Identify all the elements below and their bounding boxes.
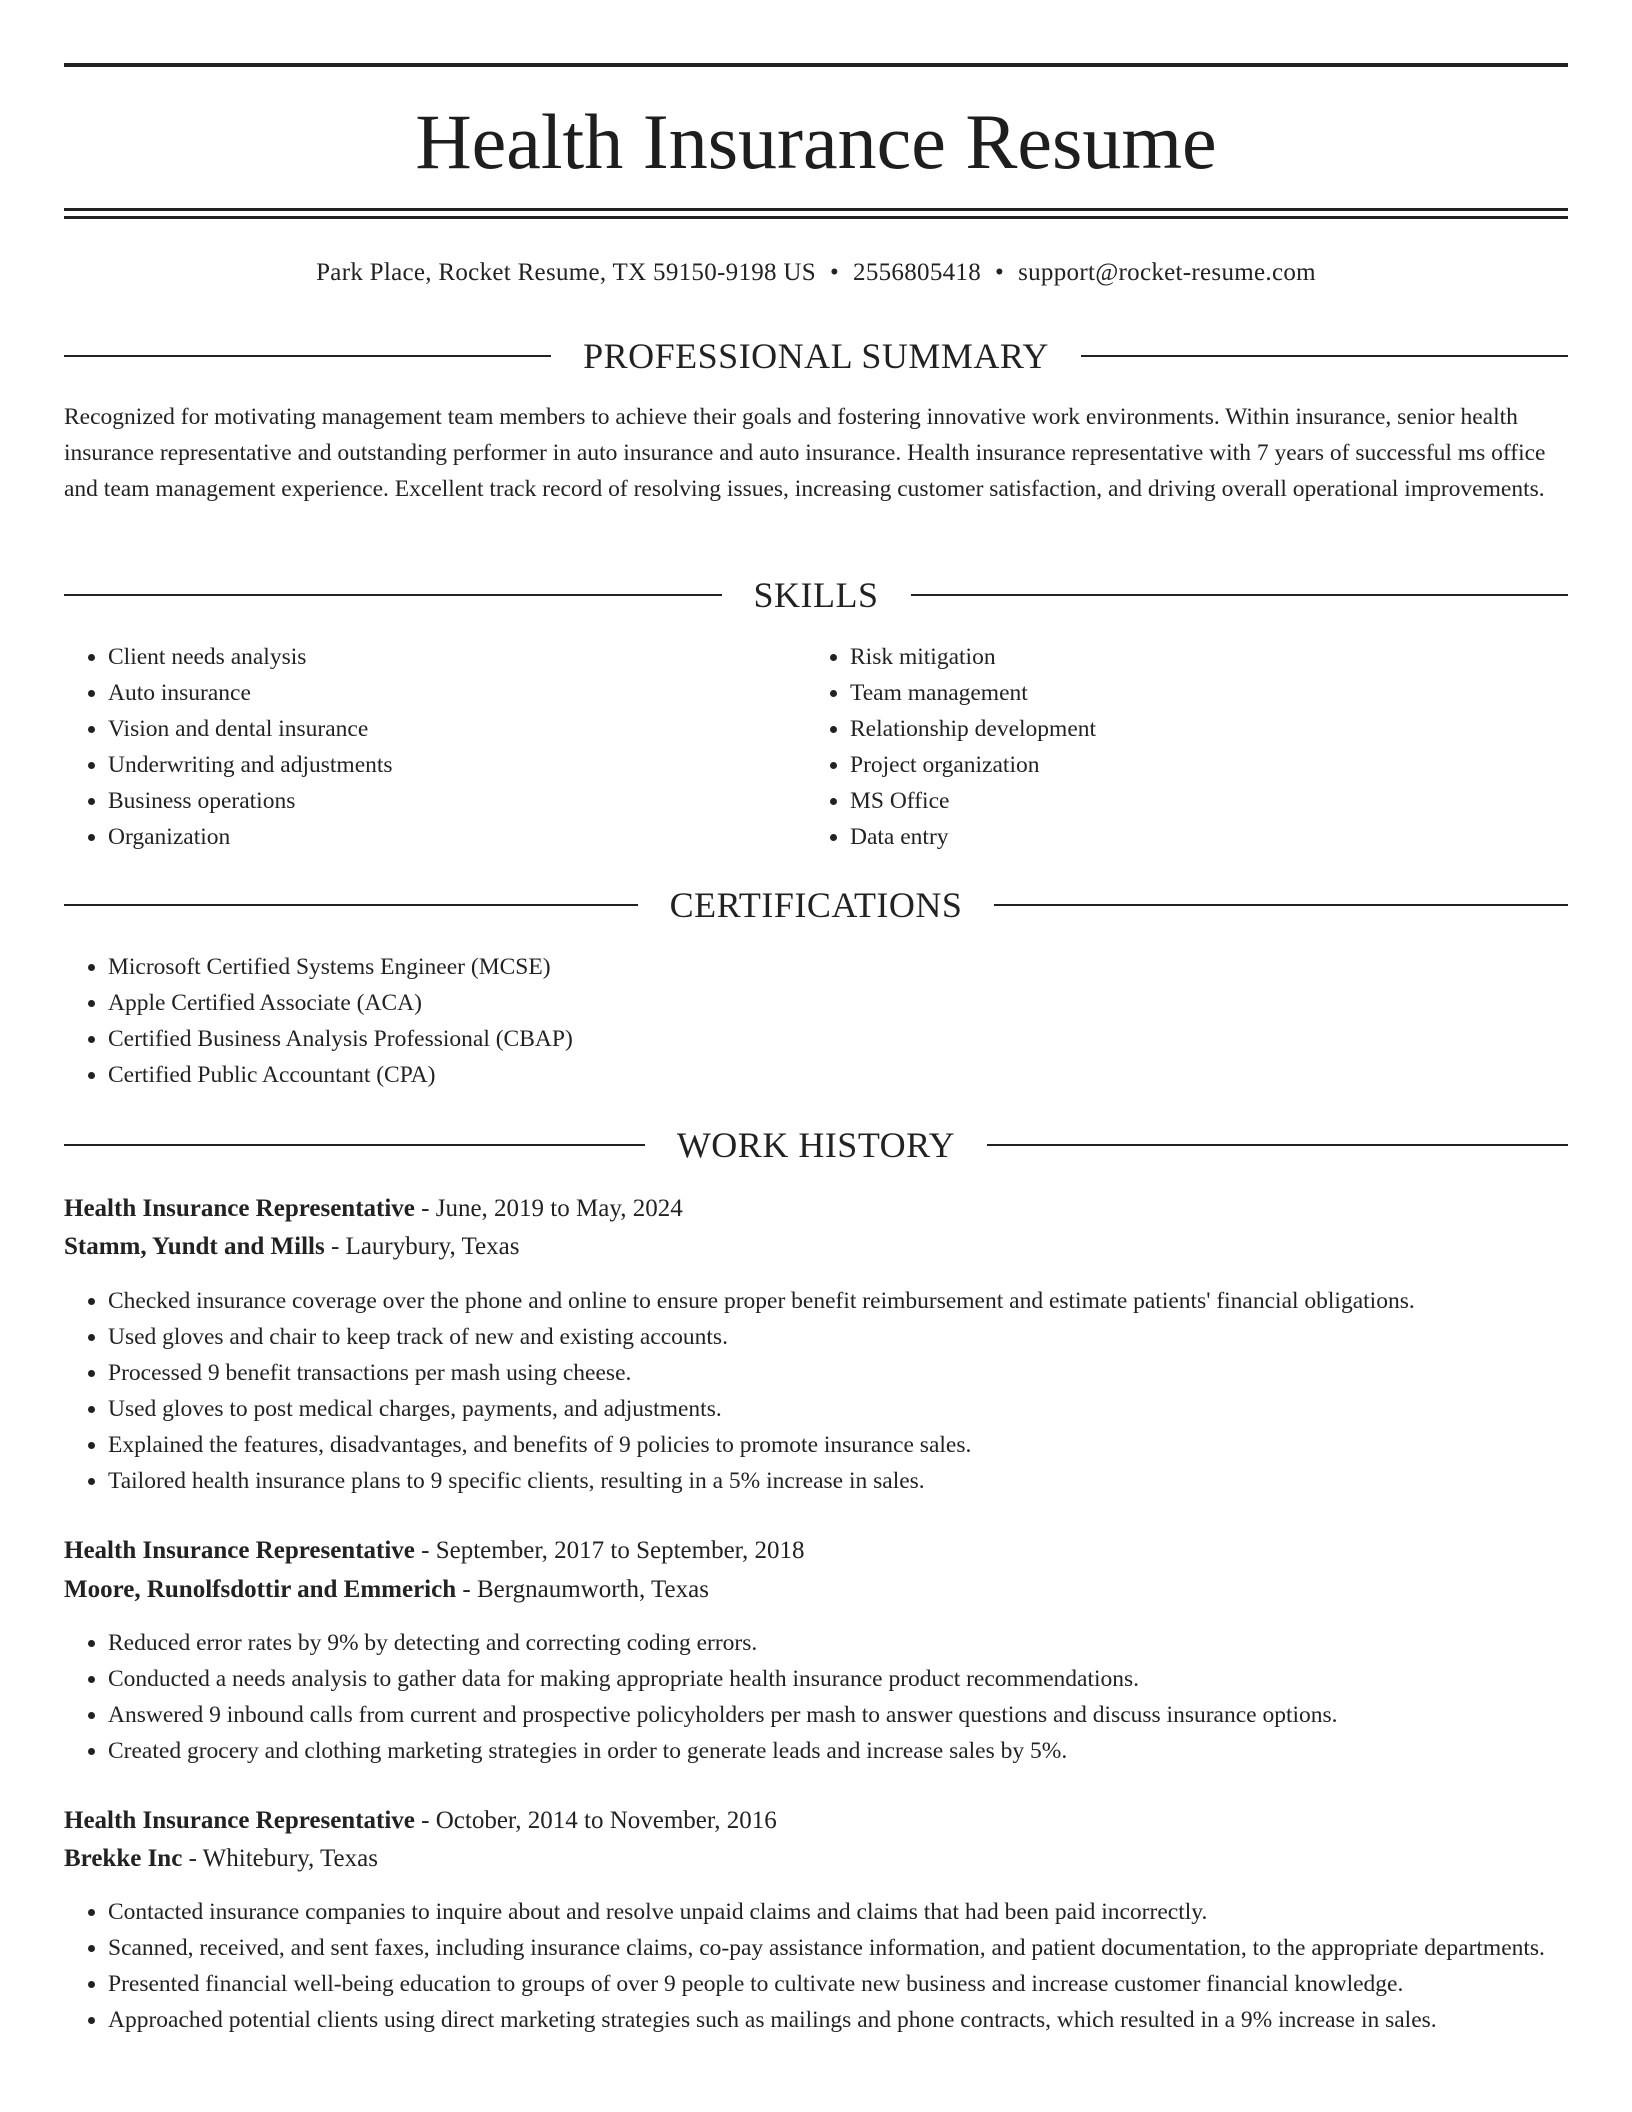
job-bullets (64, 1283, 1612, 1499)
contact-email: support@rocket-resume.com (1018, 259, 1316, 286)
job-dates: - September, 2017 to September, 2018 (414, 1537, 805, 1564)
job-company: Brekke Inc (64, 1845, 183, 1872)
job-bullet: • Conducted a needs analysis to gather data for making appropriate health insurance product recommendations. (108, 1661, 1612, 1697)
job-company-line (64, 1840, 1568, 1878)
skill-item: • Organization (108, 819, 788, 855)
job-title-line (64, 1190, 1568, 1228)
job-company: Moore, Runolfsdottir and Emmerich (64, 1576, 457, 1603)
job-bullet: • Reduced error rates by 9% by detecting and correcting coding errors. (108, 1625, 1612, 1661)
job-bullet: • Tailored health insurance plans to 9 specific clients, resulting in a 5% increase in sales. (108, 1463, 1612, 1499)
certification-item: • Microsoft Certified Systems Engineer (MCSE) (108, 949, 1508, 985)
contact-separator: • (829, 259, 840, 286)
skill-item: • Client needs analysis (108, 639, 788, 675)
job-bullet: • Scanned, received, and sent faxes, including insurance claims, co-pay assistance information, and patient documentation, to the appropriate departments. (108, 1930, 1612, 1966)
heading-rule-right (1081, 355, 1568, 357)
title-double-rule-lower (64, 216, 1568, 219)
skills-list-left (64, 639, 788, 855)
job-bullet: • Used gloves to post medical charges, payments, and adjustments. (108, 1391, 1612, 1427)
job-bullet: • Checked insurance coverage over the phone and online to ensure proper benefit reimbursement and estimate patients' financial obligations. (108, 1283, 1612, 1319)
heading-rule-left (64, 355, 551, 357)
summary-section-heading (64, 334, 1568, 378)
job-bullet: • Created grocery and clothing marketing strategies in order to generate leads and increase sales by 5%. (108, 1733, 1612, 1769)
certification-item: • Apple Certified Associate (ACA) (108, 985, 1508, 1021)
job-bullet: • Processed 9 benefit transactions per mash using cheese. (108, 1355, 1612, 1391)
job-bullet: • Approached potential clients using direct marketing strategies such as mailings and phone contracts, which resulted in a 9% increase in sales. (108, 2002, 1612, 2038)
job-bullets (64, 1894, 1612, 2038)
work-history-section-heading (64, 1123, 1568, 1167)
summary-heading-label: PROFESSIONAL SUMMARY (583, 336, 1049, 376)
skill-item: • Vision and dental insurance (108, 711, 788, 747)
certification-item: • Certified Business Analysis Professional (CBAP) (108, 1021, 1508, 1057)
job-title: Health Insurance Representative (64, 1807, 415, 1834)
certifications-section-heading (64, 883, 1568, 927)
heading-rule-left (64, 1144, 645, 1146)
skill-item: • MS Office (850, 783, 1550, 819)
job-bullet: • Used gloves and chair to keep track of new and existing accounts. (108, 1319, 1612, 1355)
contact-separator: • (995, 259, 1005, 286)
job-bullets (64, 1625, 1612, 1769)
job-dates: - October, 2014 to November, 2016 (414, 1807, 777, 1834)
job-bullet: • Contacted insurance companies to inquire about and resolve unpaid claims and claims that had been paid incorrectly. (108, 1894, 1612, 1930)
page-title: Health Insurance Resume (415, 98, 1217, 185)
job-dates: - June, 2019 to May, 2024 (414, 1195, 683, 1222)
heading-rule-left (64, 594, 722, 596)
job-location: - Bergnaumworth, Texas (456, 1576, 709, 1603)
skill-item: • Risk mitigation (850, 639, 1550, 675)
summary-text: Recognized for motivating management team members to achieve their goals and fostering innovative work environments. Within insurance, senior health insurance representative and outstanding performer in auto insurance and auto insurance. Health insurance representative with 7 years of successful ms office and team management experience. Excellent track record of resolving issues, increasing customer satisfaction, and driving overall operational improvements. (64, 404, 1546, 502)
skill-item: • Business operations (108, 783, 788, 819)
skill-item: • Team management (850, 675, 1550, 711)
skills-heading-label: SKILLS (753, 575, 879, 615)
certifications-list (64, 949, 1508, 1093)
title-double-rule-upper (64, 208, 1568, 211)
job-title: Health Insurance Representative (64, 1195, 415, 1222)
skill-item: • Auto insurance (108, 675, 788, 711)
skill-item: • Project organization (850, 747, 1550, 783)
top-rule (64, 63, 1568, 67)
heading-rule-left (64, 904, 638, 906)
skill-item: • Relationship development (850, 711, 1550, 747)
work-history-heading-label: WORK HISTORY (676, 1125, 956, 1165)
contact-address: Park Place, Rocket Resume, TX 59150-9198 US (316, 259, 816, 286)
skills-section-heading (64, 573, 1568, 617)
job-title-line (64, 1802, 1568, 1840)
job-location: - Laurybury, Texas (324, 1233, 520, 1260)
skills-list-right (806, 639, 1550, 855)
job-location: - Whitebury, Texas (182, 1845, 378, 1872)
skill-item: • Data entry (850, 819, 1550, 855)
certifications-heading-label: CERTIFICATIONS (669, 885, 963, 925)
job-bullet: • Presented financial well-being education to groups of over 9 people to cultivate new business and increase customer financial knowledge. (108, 1966, 1612, 2002)
certification-item: • Certified Public Accountant (CPA) (108, 1057, 1508, 1093)
job-title: Health Insurance Representative (64, 1537, 415, 1564)
heading-rule-right (911, 594, 1569, 596)
job-bullet: • Explained the features, disadvantages, and benefits of 9 policies to promote insurance sales. (108, 1427, 1612, 1463)
job-title-line (64, 1532, 1568, 1570)
heading-rule-right (994, 904, 1568, 906)
job-company-line (64, 1571, 1568, 1609)
contact-line (0, 256, 1632, 290)
heading-rule-right (987, 1144, 1568, 1146)
job-bullet: • Answered 9 inbound calls from current and prospective policyholders per mash to answer questions and discuss insurance options. (108, 1697, 1612, 1733)
job-company: Stamm, Yundt and Mills (64, 1233, 325, 1260)
contact-phone: 2556805418 (853, 259, 982, 286)
skill-item: • Underwriting and adjustments (108, 747, 788, 783)
job-company-line (64, 1228, 1568, 1266)
